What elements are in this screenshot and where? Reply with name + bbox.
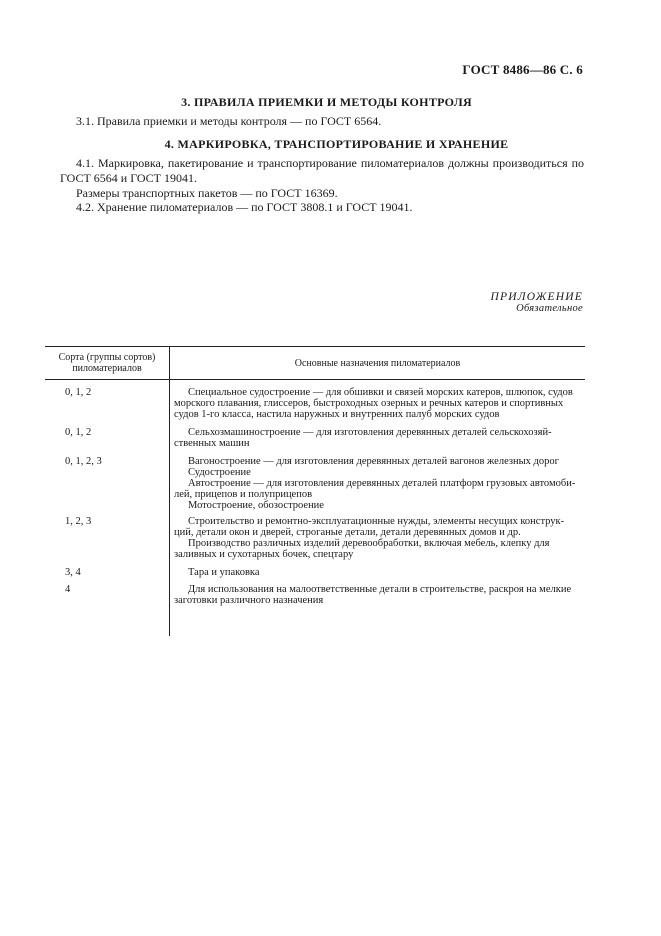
paragraph-4-2: 4.2. Хранение пиломатериалов — по ГОСТ 3808.1 и ГОСТ 19041. [76,200,413,214]
purpose-cell [174,567,585,578]
purpose-line: Производство различных изделий деревообработки, включая мебель, клепку для [188,538,550,549]
appendix-heading [491,291,583,314]
table-body [45,380,585,636]
table-header [45,346,585,380]
section-3-title: 3. ПРАВИЛА ПРИЕМКИ И МЕТОДЫ КОНТРОЛЯ [181,95,472,109]
purpose-cell [174,456,585,511]
header-purpose: Основные назначения пиломатериалов [294,357,461,369]
paragraph-3-1: 3.1. Правила приемки и методы контроля — по ГОСТ 6564. [76,114,382,128]
grade-cell: 0, 1, 2, 3 [65,456,102,467]
grade-cell: 0, 1, 2 [65,387,92,398]
purpose-line: ственных машин [174,438,250,449]
grade-cell: 4 [65,584,71,595]
purpose-line: лей, прицепов и полуприцепов [174,489,313,500]
purpose-line: Мотостроение, обозостроение [188,500,324,511]
grade-cell: 3, 4 [65,567,81,578]
section-4-title: 4. МАРКИРОВКА, ТРАНСПОРТИРОВАНИЕ И ХРАНЕНИЕ [164,137,509,151]
column-divider [169,380,170,636]
purpose-cell [174,387,585,420]
paragraph-4-1: 4.1. Маркировка, пакетирование и транспортирование пиломатериалов должны производиться по ГОСТ 6564 и ГОСТ 19041. [60,156,584,185]
purpose-line: Судостроение [188,467,251,478]
purpose-line: заготовки различного назначения [174,595,324,606]
purpose-cell [174,584,585,606]
document-reference: ГОСТ 8486—86 С. 6 [462,62,583,77]
paragraph-4-1-packages: Размеры транспортных пакетов — по ГОСТ 16369. [76,186,338,200]
purpose-line: Автостроение — для изготовления деревянных деталей платформ грузовых автомоби- [188,478,576,489]
purpose-line: Сельхозмашиностроение — для изготовления деревянных деталей сельскохозяй- [188,427,552,438]
purpose-line: заливных и сухотарных бочек, спецтару [174,549,354,560]
purpose-line: Строительство и ремонтно-эксплуатационные нужды, элементы несущих конструк- [188,516,565,527]
purpose-line: ций, детали окон и дверей, строганые детали, детали деревянных домов и др. [174,527,521,538]
purpose-line: Вагоностроение — для изготовления деревянных деталей вагонов железных дорог [188,456,559,467]
purpose-line: Специальное судостроение — для обшивки и связей морских катеров, шлюпок, судов [188,387,573,398]
purpose-line: морского плавания, глиссеров, быстроходных озерных и речных катеров и спортивных [174,398,564,409]
header-grade: Сорта (группы сортов) пиломатериалов [58,352,156,374]
lumber-purpose-table [45,346,585,636]
purpose-line: судов 1-го класса, настила наружных и внутренних палуб морских судов [174,409,500,420]
grade-cell: 0, 1, 2 [65,427,92,438]
purpose-cell [174,516,585,560]
purpose-line: Тара и упаковка [188,567,260,578]
appendix-subtitle: Обязательное [516,303,583,314]
grade-cell: 1, 2, 3 [65,516,92,527]
appendix-title: ПРИЛОЖЕНИЕ [490,291,583,303]
purpose-line: Для использования на малоответственные детали в строительстве, раскроя на мелкие [188,584,572,595]
purpose-cell [174,427,585,449]
